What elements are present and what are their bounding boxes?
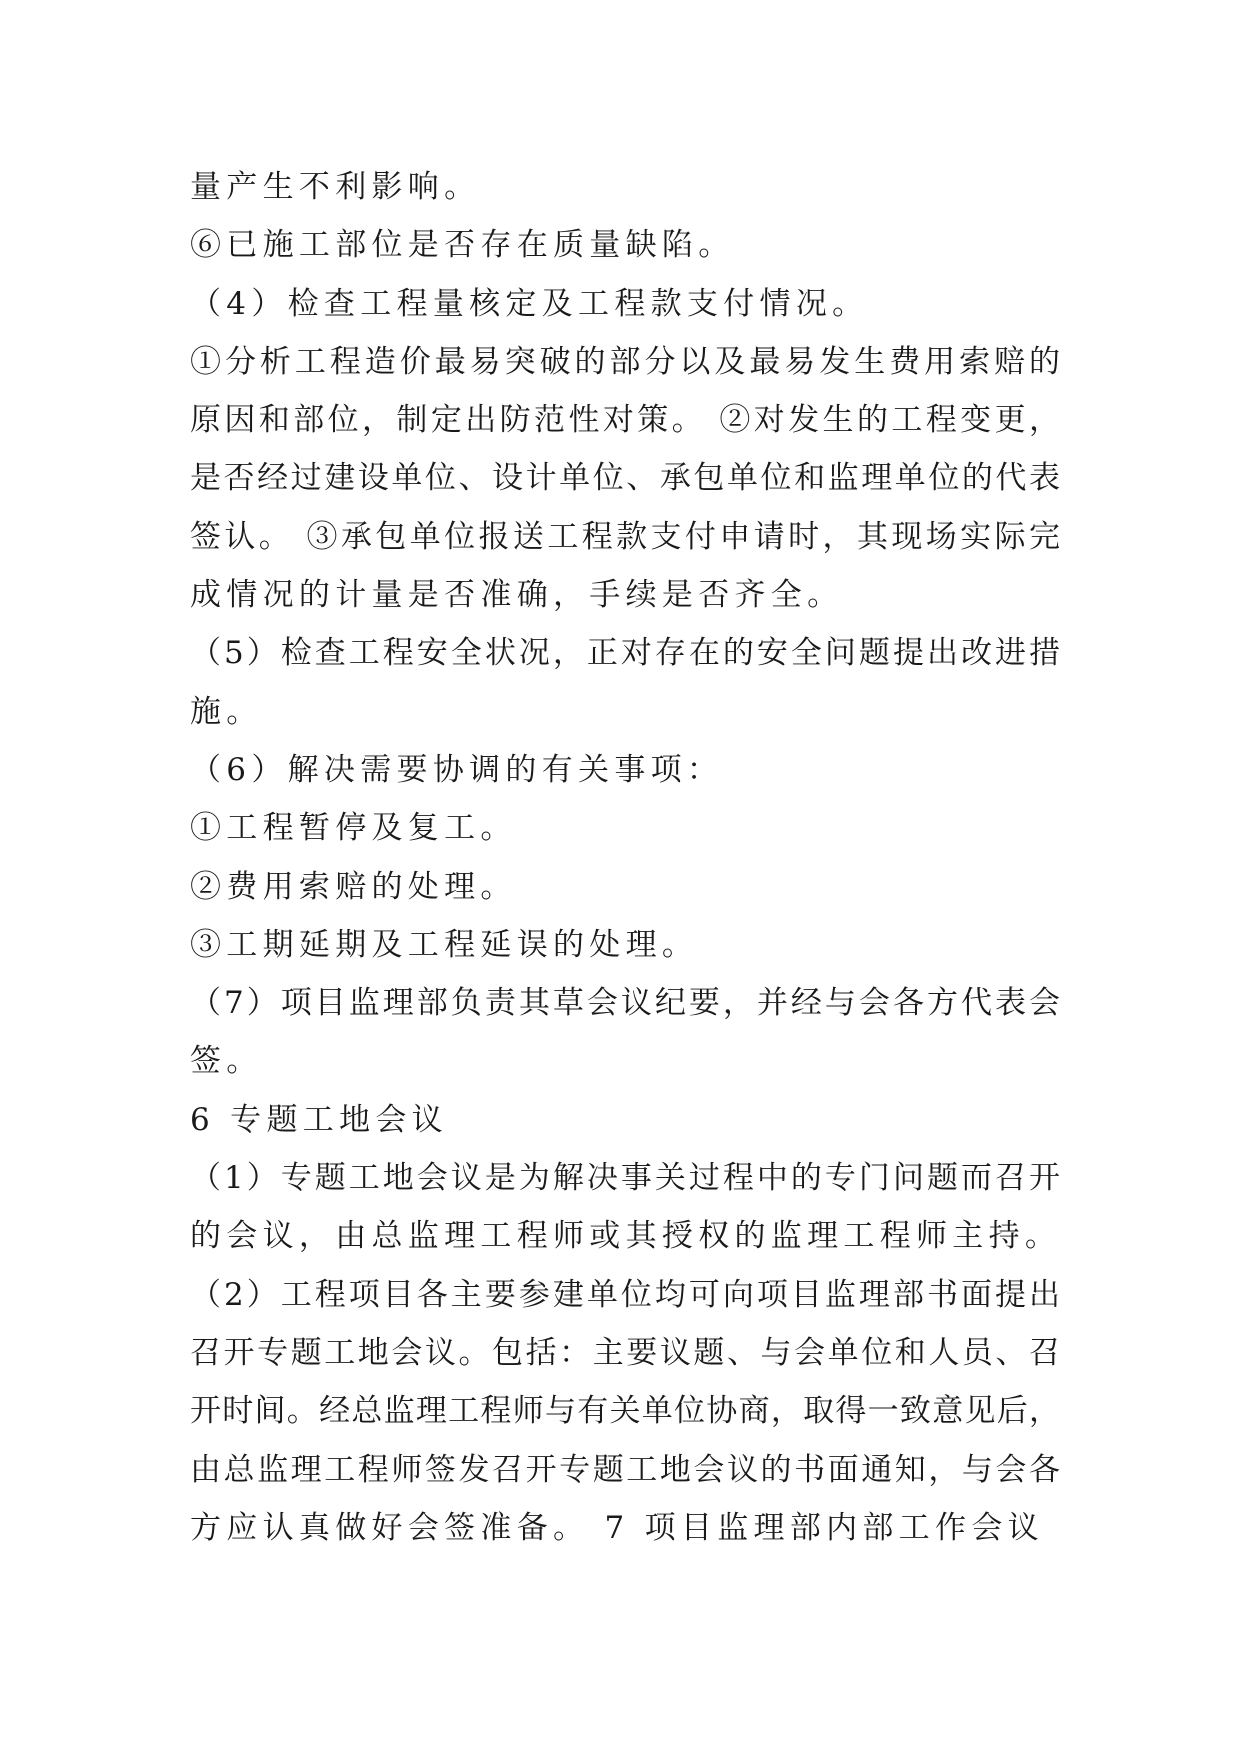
text-line: 的会议，由总监理工程师或其授权的监理工程师主持。 [190,1218,1062,1255]
text-line: （2）工程项目各主要参建单位均可向项目监理部书面提出 [190,1276,1060,1313]
text-line: 量产生不利影响。 [190,169,481,205]
text-line: （4）检查工程量核定及工程款支付情况。 [190,285,869,322]
document-body [190,158,1060,1557]
text-line: ③工期延期及工程延误的处理。 [190,926,699,963]
text-line: 方应认真做好会签准备。 7 项目监理部内部工作会议 [190,1509,1044,1546]
text-line: 是否经过建设单位、设计单位、承包单位和监理单位的代表 [190,460,1060,497]
text-line: 召开专题工地会议。包括：主要议题、与会单位和人员、召 [190,1334,1060,1371]
text-line: 成情况的计量是否准确，手续是否齐全。 [190,577,844,614]
text-line: （5）检查工程安全状况，正对存在的安全问题提出改进措 [190,635,1060,672]
text-line: （6）解决需要协调的有关事项： [190,751,724,788]
text-line: 签。 [190,1043,263,1080]
text-line: 原因和部位，制定出防范性对策。 ②对发生的工程变更， [190,402,1060,439]
text-line: 签认。 ③承包单位报送工程款支付申请时，其现场实际完 [190,518,1060,555]
text-line: （1）专题工地会议是为解决事关过程中的专门问题而召开 [190,1160,1060,1197]
text-line: 由总监理工程师签发召开专题工地会议的书面通知，与会各 [190,1451,1060,1488]
text-line: ②费用索赔的处理。 [190,868,517,905]
section-heading: 6 专题工地会议 [190,1101,448,1138]
text-line: 施。 [190,693,263,730]
text-line: 开时间。经总监理工程师与有关单位协商，取得一致意见后， [190,1393,1060,1430]
text-line: ⑥已施工部位是否存在质量缺陷。 [190,227,735,264]
text-line: ①分析工程造价最易突破的部分以及最易发生费用索赔的 [190,343,1060,380]
text-line: （7）项目监理部负责其草会议纪要，并经与会各方代表会 [190,985,1060,1022]
text-line: ①工程暂停及复工。 [190,810,517,847]
